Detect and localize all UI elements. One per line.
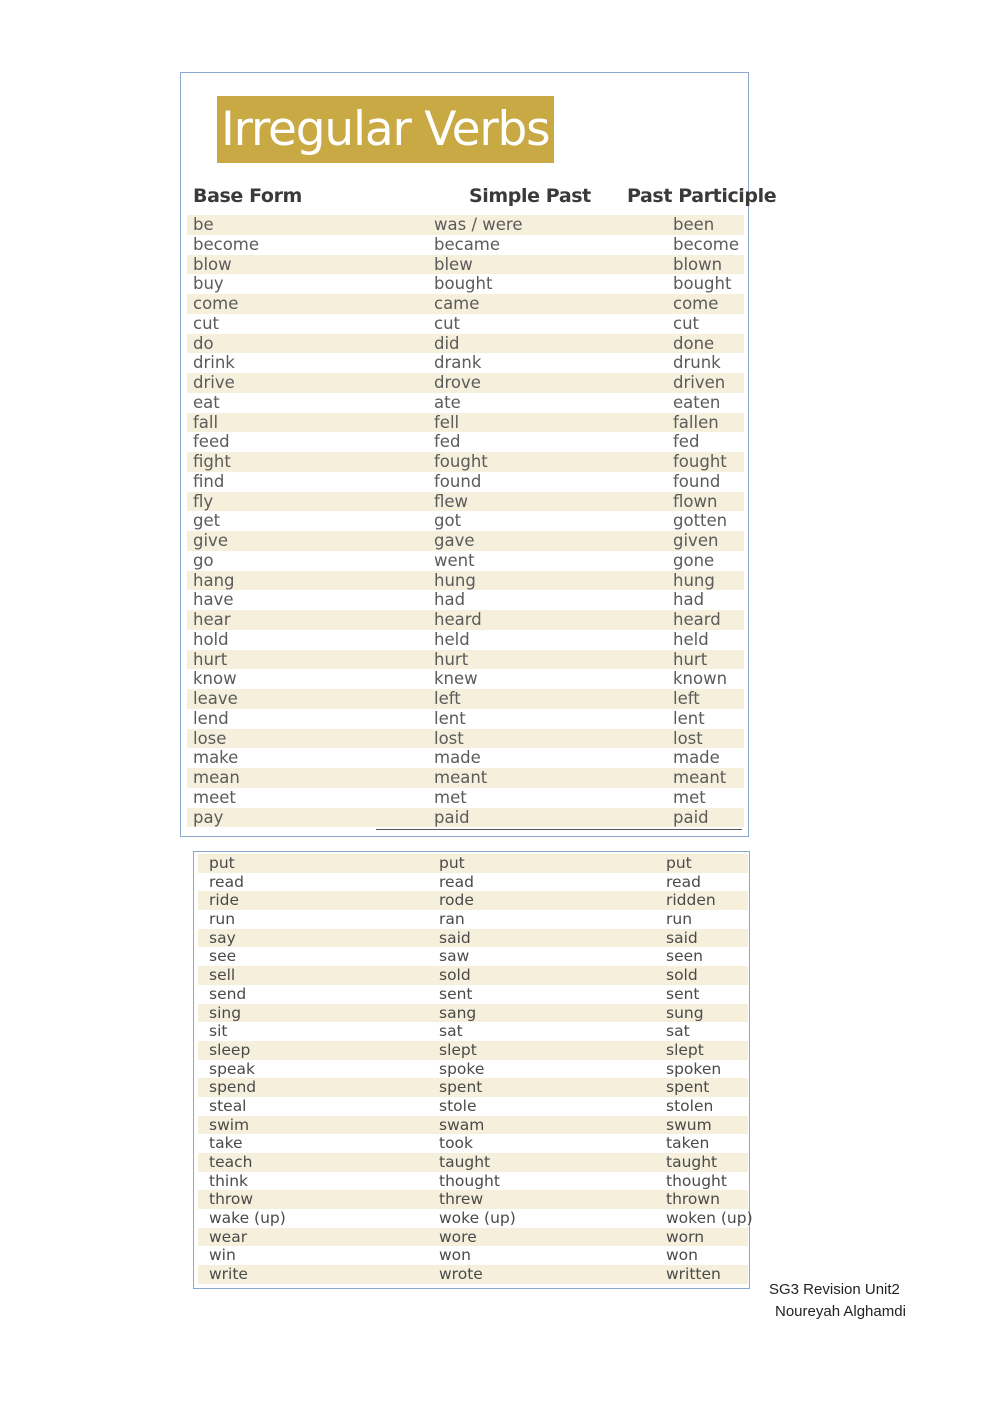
table-row xyxy=(187,571,744,591)
past-participle-cell: gotten xyxy=(673,511,728,531)
table-row xyxy=(198,1265,748,1284)
past-participle-cell: held xyxy=(673,629,709,649)
past-participle-cell: gone xyxy=(673,550,715,570)
simple-past-cell: won xyxy=(439,1246,471,1265)
table-row xyxy=(187,373,744,393)
simple-past-cell: paid xyxy=(434,807,470,827)
simple-past-cell: thought xyxy=(439,1171,500,1190)
past-participle-cell: swum xyxy=(666,1115,712,1134)
base-form-cell: become xyxy=(193,234,260,254)
table-row xyxy=(198,1116,748,1135)
title-banner xyxy=(217,96,554,163)
simple-past-cell: drove xyxy=(434,373,481,392)
past-participle-cell: taken xyxy=(666,1134,710,1153)
table-row xyxy=(198,929,748,948)
table-row xyxy=(187,669,744,689)
past-participle-cell: sent xyxy=(666,984,700,1003)
header-simple-past: Simple Past xyxy=(469,185,591,207)
base-form-cell: spend xyxy=(209,1078,257,1097)
table-row xyxy=(198,854,748,873)
simple-past-cell: sold xyxy=(439,966,471,985)
simple-past-cell: sat xyxy=(439,1022,463,1041)
simple-past-cell: bought xyxy=(434,274,493,294)
simple-past-cell: heard xyxy=(434,610,482,629)
past-participle-cell: blown xyxy=(673,254,723,274)
base-form-cell: make xyxy=(193,748,239,768)
simple-past-cell: hurt xyxy=(434,649,469,669)
past-participle-cell: fought xyxy=(673,452,727,471)
simple-past-cell: stole xyxy=(439,1096,477,1115)
simple-past-cell: saw xyxy=(439,947,470,966)
footer-course: SG3 Revision Unit2 xyxy=(769,1281,900,1298)
past-participle-cell: heard xyxy=(673,610,721,629)
past-participle-cell: seen xyxy=(666,947,703,966)
past-participle-cell: done xyxy=(673,333,715,353)
simple-past-cell: took xyxy=(439,1134,474,1153)
table-row xyxy=(198,1190,748,1209)
table-row xyxy=(187,274,744,294)
past-participle-cell: hung xyxy=(673,570,715,590)
simple-past-cell: did xyxy=(434,333,460,353)
table-row xyxy=(198,1228,748,1247)
simple-past-cell: fed xyxy=(434,432,461,452)
table-row xyxy=(187,630,744,650)
base-form-cell: fight xyxy=(193,452,231,471)
simple-past-cell: lent xyxy=(434,708,466,728)
past-participle-cell: spent xyxy=(666,1078,710,1097)
base-form-cell: mean xyxy=(193,768,240,787)
past-participle-cell: slept xyxy=(666,1040,704,1059)
simple-past-cell: found xyxy=(434,471,482,491)
base-form-cell: steal xyxy=(209,1096,247,1115)
table-row xyxy=(187,334,744,354)
simple-past-cell: sang xyxy=(439,1003,477,1022)
simple-past-cell: woke (up) xyxy=(439,1209,516,1228)
table-row xyxy=(198,891,748,910)
table-row xyxy=(198,910,748,929)
past-participle-cell: lost xyxy=(673,728,703,748)
base-form-cell: say xyxy=(209,928,236,947)
base-form-cell: sing xyxy=(209,1003,242,1022)
base-form-cell: think xyxy=(209,1171,249,1190)
base-form-cell: win xyxy=(209,1246,236,1265)
simple-past-cell: was / were xyxy=(434,215,523,234)
footer-author: Noureyah Alghamdi xyxy=(775,1303,906,1320)
table-row xyxy=(187,748,744,768)
simple-past-cell: drank xyxy=(434,353,482,373)
past-participle-cell: met xyxy=(673,787,706,807)
table-row xyxy=(198,1060,748,1079)
base-form-cell: blow xyxy=(193,254,232,274)
past-participle-cell: bought xyxy=(673,274,732,294)
simple-past-cell: rode xyxy=(439,891,474,910)
base-form-cell: sell xyxy=(209,966,236,985)
simple-past-cell: ran xyxy=(439,910,465,929)
simple-past-cell: made xyxy=(434,748,481,768)
past-participle-cell: meant xyxy=(673,768,727,787)
simple-past-cell: slept xyxy=(439,1040,477,1059)
past-participle-cell: said xyxy=(666,928,698,947)
simple-past-cell: met xyxy=(434,787,467,807)
table-row xyxy=(187,393,744,413)
simple-past-cell: became xyxy=(434,234,501,254)
table-row xyxy=(187,492,744,512)
base-form-cell: run xyxy=(209,910,236,929)
simple-past-cell: came xyxy=(434,294,480,313)
base-form-cell: give xyxy=(193,531,228,550)
table-row xyxy=(187,551,744,571)
simple-past-cell: put xyxy=(439,854,465,872)
simple-past-cell: sent xyxy=(439,984,473,1003)
base-form-cell: buy xyxy=(193,274,224,294)
table-row xyxy=(198,1172,748,1191)
table-row xyxy=(198,1004,748,1023)
past-participle-cell: driven xyxy=(673,373,726,392)
past-participle-cell: taught xyxy=(666,1153,718,1171)
simple-past-cell: hung xyxy=(434,570,476,590)
past-participle-cell: come xyxy=(673,294,719,313)
past-participle-cell: fallen xyxy=(673,412,719,432)
base-form-cell: speak xyxy=(209,1059,255,1078)
table-row xyxy=(187,590,744,610)
simple-past-cell: fell xyxy=(434,412,460,432)
base-form-cell: come xyxy=(193,294,239,313)
verb-table-lower xyxy=(198,854,753,1284)
table-row xyxy=(198,966,748,985)
past-participle-cell: run xyxy=(666,910,693,929)
table-row xyxy=(187,294,744,314)
base-form-cell: leave xyxy=(193,689,238,708)
table-row xyxy=(187,472,744,492)
table-row xyxy=(187,314,744,334)
simple-past-cell: wrote xyxy=(439,1265,483,1284)
table-row xyxy=(187,452,744,472)
base-form-cell: lose xyxy=(193,728,227,748)
table-row xyxy=(187,808,744,828)
base-form-cell: do xyxy=(193,333,214,353)
past-participle-cell: thrown xyxy=(666,1190,720,1209)
past-participle-cell: been xyxy=(673,215,715,234)
base-form-cell: lend xyxy=(193,708,229,728)
base-form-cell: meet xyxy=(193,787,236,807)
table-row xyxy=(198,1097,748,1116)
simple-past-cell: held xyxy=(434,629,470,649)
past-participle-cell: made xyxy=(673,748,720,768)
past-participle-cell: hurt xyxy=(673,649,708,669)
past-participle-cell: become xyxy=(673,234,740,254)
base-form-cell: send xyxy=(209,984,247,1003)
base-form-cell: put xyxy=(209,854,235,872)
header-past-participle: Past Participle xyxy=(627,185,777,207)
simple-past-cell: cut xyxy=(434,313,460,333)
simple-past-cell: swam xyxy=(439,1115,485,1134)
table-row xyxy=(198,1134,748,1153)
past-participle-cell: spoken xyxy=(666,1059,722,1078)
base-form-cell: have xyxy=(193,590,234,610)
simple-past-cell: lost xyxy=(434,728,464,748)
table-row xyxy=(187,353,744,373)
table-row xyxy=(187,432,744,452)
base-form-cell: sit xyxy=(209,1022,228,1041)
base-form-cell: teach xyxy=(209,1153,253,1171)
simple-past-cell: ate xyxy=(434,392,461,412)
table-row xyxy=(198,985,748,1004)
simple-past-cell: got xyxy=(434,511,462,531)
table-row xyxy=(187,709,744,729)
base-form-cell: find xyxy=(193,471,225,491)
base-form-cell: wear xyxy=(209,1227,248,1246)
past-participle-cell: left xyxy=(673,689,700,708)
past-participle-cell: written xyxy=(666,1265,721,1284)
simple-past-cell: said xyxy=(439,928,471,947)
past-participle-cell: stolen xyxy=(666,1096,714,1115)
past-participle-cell: cut xyxy=(673,313,699,333)
simple-past-cell: meant xyxy=(434,768,488,787)
past-participle-cell: drunk xyxy=(673,353,721,373)
past-participle-cell: eaten xyxy=(673,392,721,412)
base-form-cell: hear xyxy=(193,610,231,629)
base-form-cell: drink xyxy=(193,353,235,373)
table-row xyxy=(187,511,744,531)
table-row xyxy=(187,610,744,630)
past-participle-cell: won xyxy=(666,1246,698,1265)
table-row xyxy=(198,947,748,966)
table-row xyxy=(198,1022,748,1041)
table-row xyxy=(198,873,748,892)
past-participle-cell: given xyxy=(673,531,719,550)
table-row xyxy=(187,650,744,670)
simple-past-cell: flew xyxy=(434,491,469,511)
past-participle-cell: put xyxy=(666,854,692,872)
table-row xyxy=(187,689,744,709)
base-form-cell: go xyxy=(193,550,214,570)
table-row xyxy=(187,788,744,808)
irregular-verbs-chart-upper xyxy=(180,72,777,837)
base-form-cell: eat xyxy=(193,392,220,412)
table-row xyxy=(187,413,744,433)
base-form-cell: take xyxy=(209,1134,243,1153)
simple-past-cell: left xyxy=(434,689,461,708)
simple-past-cell: knew xyxy=(434,669,478,689)
page-title: Irregular Verbs xyxy=(221,102,550,157)
base-form-cell: get xyxy=(193,511,221,531)
table-row xyxy=(198,1078,748,1097)
verb-table-upper xyxy=(187,215,744,827)
past-participle-cell: sat xyxy=(666,1022,690,1041)
past-participle-cell: found xyxy=(673,471,721,491)
base-form-cell: throw xyxy=(209,1190,254,1209)
simple-past-cell: gave xyxy=(434,531,475,550)
past-participle-cell: worn xyxy=(666,1227,705,1246)
base-form-cell: fly xyxy=(193,491,214,511)
base-form-cell: fall xyxy=(193,412,219,432)
base-form-cell: feed xyxy=(193,432,230,452)
base-form-cell: pay xyxy=(193,807,224,827)
table-row xyxy=(198,1153,748,1172)
past-participle-cell: woken (up) xyxy=(666,1209,753,1228)
irregular-verbs-chart-lower xyxy=(193,851,753,1289)
past-participle-cell: ridden xyxy=(666,891,716,910)
base-form-cell: hold xyxy=(193,629,229,649)
table-row xyxy=(187,729,744,749)
past-participle-cell: lent xyxy=(673,708,705,728)
table-row xyxy=(187,235,744,255)
simple-past-cell: went xyxy=(434,550,475,570)
simple-past-cell: wore xyxy=(439,1227,477,1246)
simple-past-cell: taught xyxy=(439,1153,491,1171)
base-form-cell: cut xyxy=(193,313,219,333)
simple-past-cell: had xyxy=(434,590,466,610)
base-form-cell: see xyxy=(209,947,237,966)
table-row xyxy=(198,1246,748,1265)
past-participle-cell: read xyxy=(666,872,701,891)
base-form-cell: swim xyxy=(209,1115,250,1134)
table-row xyxy=(187,215,744,235)
base-form-cell: ride xyxy=(209,891,240,910)
base-form-cell: drive xyxy=(193,373,235,392)
simple-past-cell: blew xyxy=(434,254,473,274)
simple-past-cell: threw xyxy=(439,1190,484,1209)
past-participle-cell: thought xyxy=(666,1171,727,1190)
base-form-cell: hang xyxy=(193,570,235,590)
past-participle-cell: paid xyxy=(673,807,709,827)
table-row xyxy=(187,255,744,275)
simple-past-cell: read xyxy=(439,872,474,891)
base-form-cell: read xyxy=(209,872,244,891)
base-form-cell: hurt xyxy=(193,649,228,669)
base-form-cell: know xyxy=(193,669,237,689)
simple-past-cell: spent xyxy=(439,1078,483,1097)
past-participle-cell: fed xyxy=(673,432,700,452)
table-row xyxy=(198,1209,753,1228)
past-participle-cell: sung xyxy=(666,1003,704,1022)
base-form-cell: write xyxy=(209,1265,248,1284)
table-row xyxy=(187,531,744,551)
header-base-form: Base Form xyxy=(193,185,302,207)
table-row xyxy=(187,768,744,788)
past-participle-cell: flown xyxy=(673,491,718,511)
past-participle-cell: known xyxy=(673,669,728,689)
table-row xyxy=(198,1041,748,1060)
past-participle-cell: had xyxy=(673,590,705,610)
simple-past-cell: fought xyxy=(434,452,488,471)
base-form-cell: be xyxy=(193,215,214,234)
simple-past-cell: spoke xyxy=(439,1059,485,1078)
base-form-cell: sleep xyxy=(209,1040,251,1059)
base-form-cell: wake (up) xyxy=(209,1209,286,1228)
past-participle-cell: sold xyxy=(666,966,698,985)
table-divider xyxy=(376,829,742,830)
